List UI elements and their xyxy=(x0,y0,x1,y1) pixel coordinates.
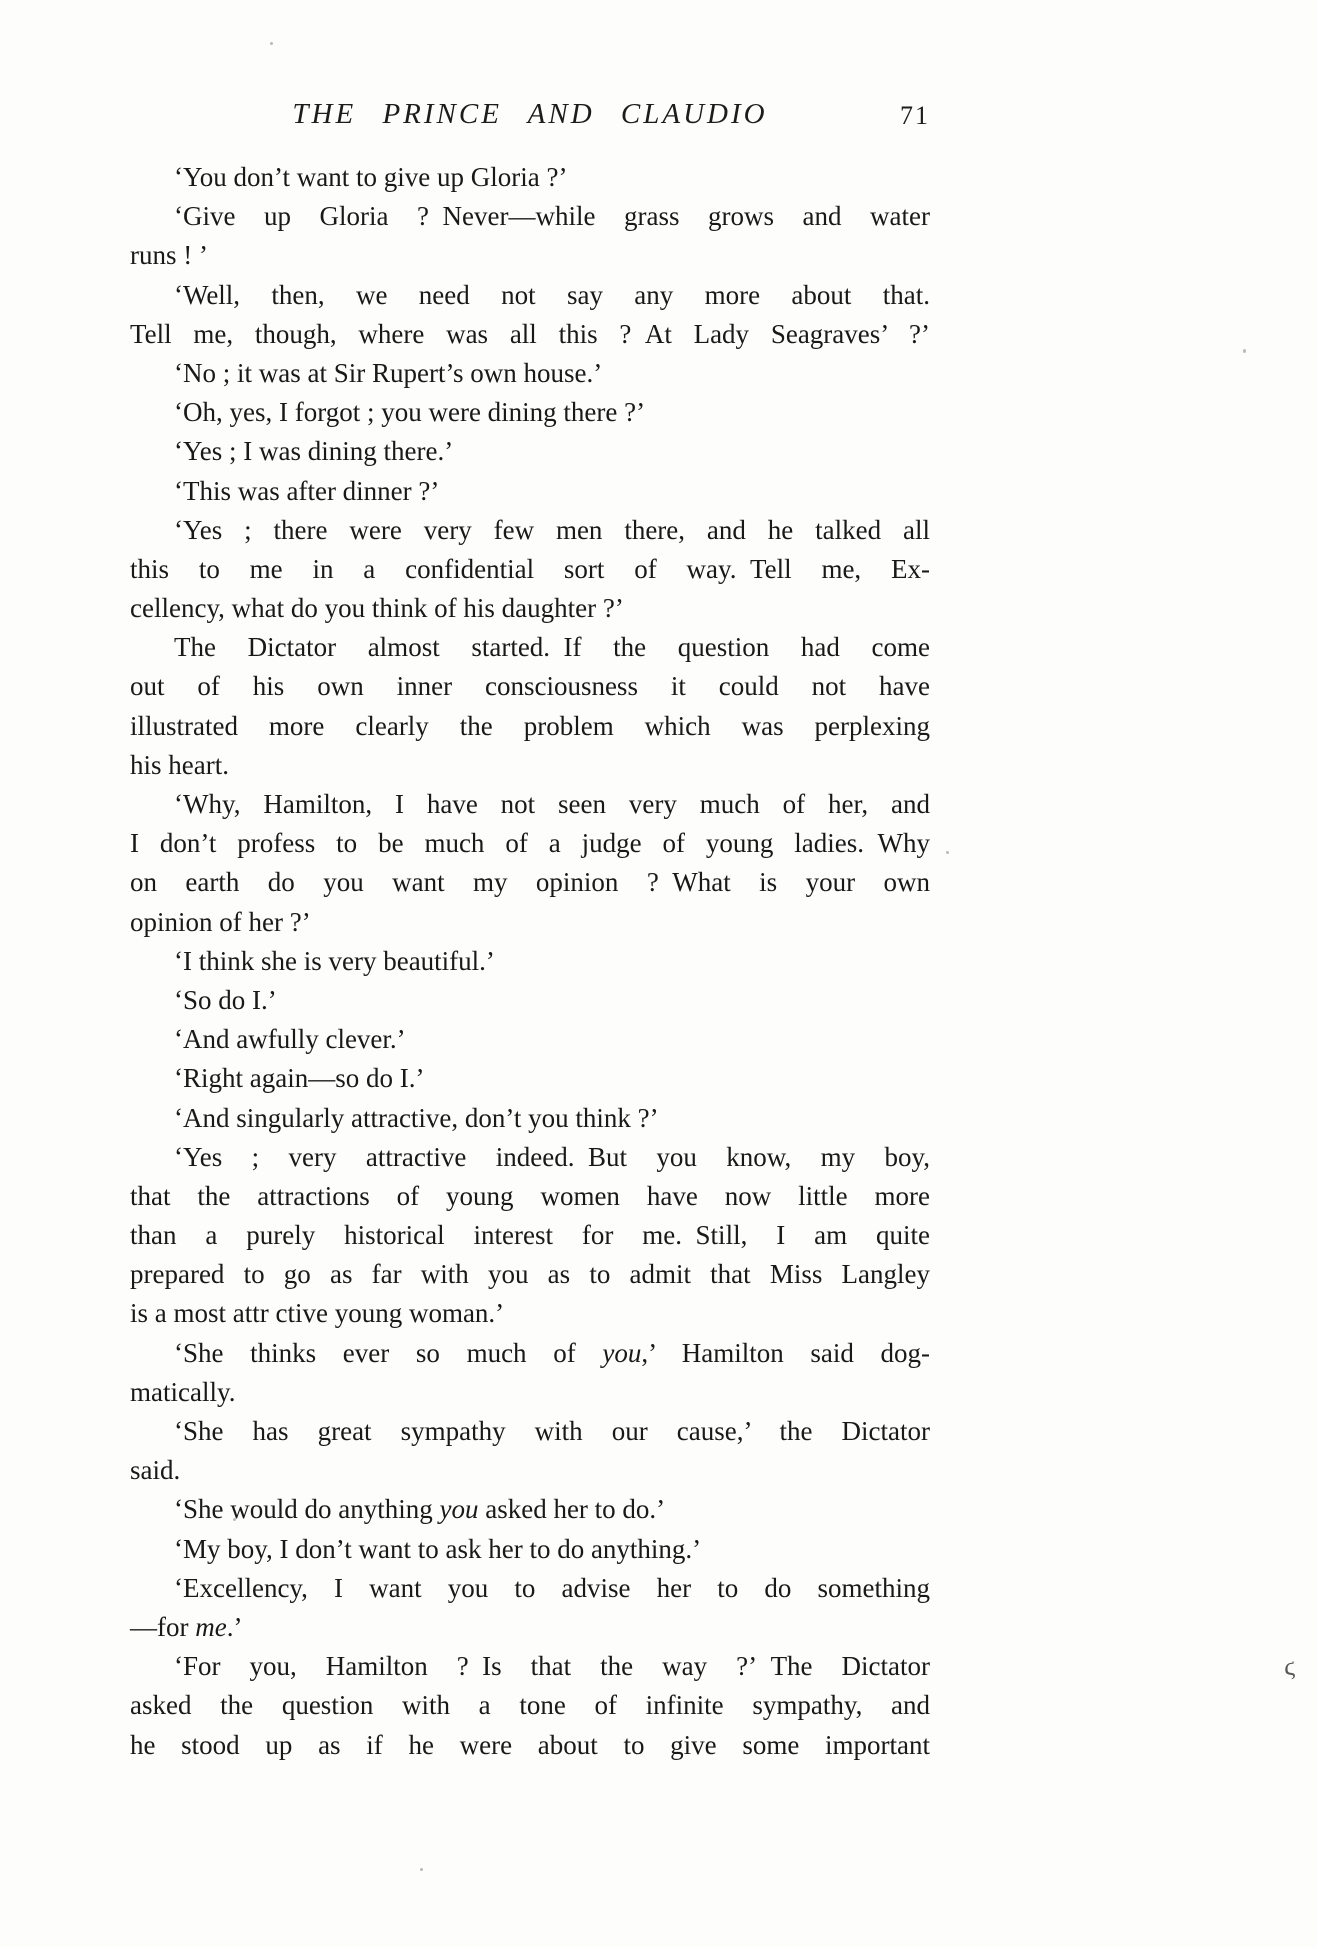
text-line xyxy=(130,1412,930,1451)
scan-margin-mark: ϛ xyxy=(1282,1651,1297,1682)
text-segment: said. xyxy=(130,1455,181,1486)
text-line xyxy=(130,1569,930,1608)
running-header xyxy=(130,98,930,134)
text-line xyxy=(130,276,930,315)
text-segment: on earth do you want my opinion ? What is your own xyxy=(130,867,930,898)
text-line xyxy=(130,315,930,354)
text-line xyxy=(130,1686,930,1725)
text-segment: illustrated more clearly the problem which was perplexing xyxy=(130,710,930,741)
text-line xyxy=(130,942,930,981)
text-segment: asked her to do.’ xyxy=(478,1494,666,1525)
text-line xyxy=(130,1216,930,1255)
text-segment: ‘For you, Hamilton ? Is that the way ?’ The Dictator xyxy=(174,1651,930,1682)
text-segment: ‘Right again—so do I.’ xyxy=(174,1063,425,1094)
text-segment: asked the question with a tone of infinite sympathy, and xyxy=(130,1690,930,1721)
text-line xyxy=(130,628,930,667)
text-segment: ‘And singularly attractive, don’t you think ?’ xyxy=(174,1102,659,1133)
text-segment: than a purely historical interest for me. Still, I am quite xyxy=(130,1220,930,1251)
text-line xyxy=(130,1020,930,1059)
text-block xyxy=(130,158,930,1765)
scan-speck xyxy=(1243,349,1246,353)
text-line xyxy=(130,1334,930,1373)
text-line xyxy=(130,1530,930,1569)
text-line xyxy=(130,589,930,628)
scan-speck xyxy=(270,42,273,45)
text-line xyxy=(130,785,930,824)
text-segment: runs ! ’ xyxy=(130,240,208,271)
text-segment: ‘She has great sympathy with our cause,’ the Dictator xyxy=(174,1416,930,1446)
text-line xyxy=(130,667,930,706)
text-segment: that the attractions of young women have now little more xyxy=(130,1180,930,1211)
scan-speck xyxy=(233,1518,236,1521)
text-segment: ‘And awfully clever.’ xyxy=(174,1024,406,1055)
text-segment: ‘Yes ; very attractive indeed. But you know, my boy, xyxy=(174,1141,930,1172)
text-segment: ‘No ; it was at Sir Rupert’s own house.’ xyxy=(174,357,603,388)
text-line xyxy=(130,1059,930,1098)
text-line xyxy=(130,707,930,746)
text-line xyxy=(130,863,930,902)
text-line xyxy=(130,746,930,785)
scan-speck xyxy=(420,1868,423,1871)
text-segment: prepared to go as far with you as to admit that Miss Langley xyxy=(130,1259,930,1290)
text-segment: ‘Give up Gloria ? Never—while grass grows and water xyxy=(174,201,930,232)
text-line xyxy=(130,158,930,197)
text-line xyxy=(130,432,930,471)
chapter-title: THE PRINCE AND CLAUDIO xyxy=(292,98,768,130)
text-line xyxy=(130,1726,930,1765)
text-segment: I don’t profess to be much of a judge of young ladies. Why xyxy=(130,828,930,859)
text-segment: —for xyxy=(130,1611,196,1642)
text-segment: ‘You don’t want to give up Gloria ?’ xyxy=(174,162,568,192)
text-line xyxy=(130,550,930,589)
text-segment: ‘Why, Hamilton, I have not seen very much of her, and xyxy=(174,789,930,819)
text-line xyxy=(130,1255,930,1294)
text-line xyxy=(130,1177,930,1216)
text-segment: ‘She thinks ever so much of xyxy=(174,1337,603,1368)
text-line xyxy=(130,472,930,511)
page-number: 71 xyxy=(900,101,930,130)
text-line xyxy=(130,903,930,942)
text-line xyxy=(130,1647,930,1686)
text-segment: out of his own inner consciousness it could not have xyxy=(130,671,930,702)
text-segment: opinion of her ?’ xyxy=(130,906,311,937)
text-line xyxy=(130,511,930,550)
text-segment: ‘My boy, I don’t want to ask her to do anything.’ xyxy=(174,1533,702,1564)
text-line xyxy=(130,1294,930,1333)
text-line xyxy=(130,197,930,236)
text-segment: matically. xyxy=(130,1376,236,1407)
text-line xyxy=(130,1608,930,1647)
text-line xyxy=(130,824,930,863)
text-segment: is a most attr ctive young woman.’ xyxy=(130,1298,505,1329)
text-segment: ,’ Hamilton said dog- xyxy=(641,1337,930,1368)
text-line xyxy=(130,1099,930,1138)
scan-speck xyxy=(946,851,949,854)
text-segment: cellency, what do you think of his daughter ?’ xyxy=(130,593,624,624)
text-segment: ‘Yes ; I was dining there.’ xyxy=(174,436,454,467)
text-segment: ‘So do I.’ xyxy=(174,984,277,1015)
text-line xyxy=(130,1138,930,1177)
text-line xyxy=(130,1490,930,1529)
text-segment: ‘Yes ; there were very few men there, and he talked all xyxy=(174,514,930,545)
text-line xyxy=(130,393,930,432)
text-segment: his heart. xyxy=(130,749,229,780)
text-segment: ‘Oh, yes, I forgot ; you were dining there ?’ xyxy=(174,397,646,428)
italic-text-segment: you xyxy=(439,1494,479,1525)
text-segment: ‘Well, then, we need not say any more about that. xyxy=(174,279,930,310)
text-segment: ‘This was after dinner ?’ xyxy=(174,475,440,506)
text-segment: .’ xyxy=(226,1611,243,1642)
text-line xyxy=(130,981,930,1020)
text-line xyxy=(130,236,930,275)
text-segment: ‘I think she is very beautiful.’ xyxy=(174,945,495,976)
text-segment: Tell me, though, where was all this ? At Lady Seagraves’ ?’ xyxy=(130,318,930,349)
italic-text-segment: you xyxy=(602,1337,642,1368)
text-segment: he stood up as if he were about to give some important xyxy=(130,1729,930,1760)
text-segment: this to me in a confidential sort of way. Tell me, Ex- xyxy=(130,553,930,584)
italic-text-segment: me xyxy=(195,1611,227,1642)
text-line xyxy=(130,1373,930,1412)
text-segment: The Dictator almost started. If the question had come xyxy=(174,632,930,663)
text-line xyxy=(130,354,930,393)
text-segment: ‘Excellency, I want you to advise her to do something xyxy=(174,1572,930,1603)
text-segment: ‘She would do anything xyxy=(174,1494,440,1525)
text-line xyxy=(130,1451,930,1490)
